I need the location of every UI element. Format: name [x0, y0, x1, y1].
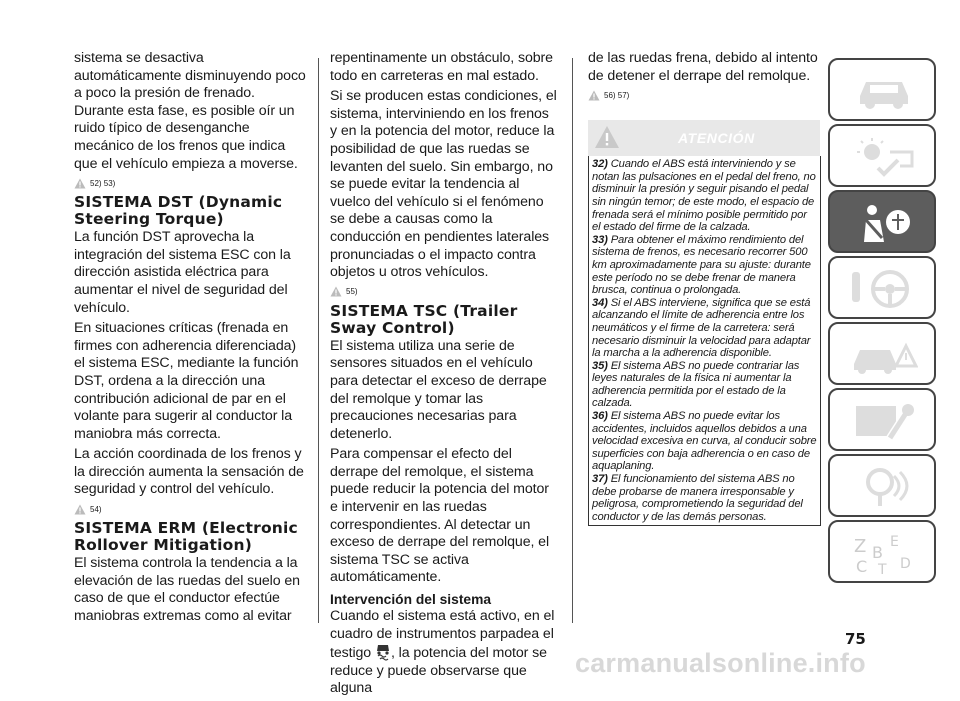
warning-triangle-icon — [330, 286, 342, 297]
attention-note — [592, 360, 818, 410]
warning-reference — [588, 88, 820, 102]
note-text: El funcionamiento del sistema ABS no debe probarse de manera irresponsable y peligrosa, comprometiendo la seguridad del conductor y de las demás personas. — [592, 473, 803, 523]
steering-wheel-icon — [850, 268, 918, 310]
column-3 — [588, 50, 820, 526]
attention-note — [592, 158, 818, 234]
nav-tab-emergency[interactable] — [828, 322, 936, 385]
note-text: El sistema ABS no puede evitar los accidentes, incluidos aquellos debidos a una velocidad excesiva en curva, al conducir sobre superficies con baja adherencia o en caso de aquaplaning. — [592, 410, 817, 473]
note-number: 36) — [592, 410, 608, 423]
index-letter: E — [890, 534, 899, 550]
nav-tab-car[interactable] — [828, 58, 936, 121]
warning-reference — [74, 176, 306, 190]
seatbelt-airbag-icon — [850, 202, 918, 244]
paragraph: sistema se desactiva automáticamente disminuyendo poco a poco la presión de frenado. Durante esta fase, es posible oír un ruido típico de desenganche mecánico de los frenos que indica que el vehículo empieza a moverse. — [74, 50, 306, 172]
note-number: 34) — [592, 296, 608, 309]
nav-tab-maintenance[interactable] — [828, 388, 936, 451]
car-icon — [850, 70, 918, 112]
reference-numbers: 52) 53) — [90, 178, 116, 188]
paragraph: Para compensar el efecto del derrape del remolque, el sistema puede reducir la potencia del motor e intervenir en las ruedas correspondientes. Al detectar un exceso de derrape del remolque, el sistema TSC se activa automáticamente. — [330, 446, 550, 586]
warning-triangle-icon — [74, 504, 86, 515]
paragraph-part: , la potencia del motor se reduce y puede observarse que alguna — [330, 645, 547, 697]
attention-note — [592, 410, 818, 473]
paragraph: La acción coordinada de los frenos y la dirección aumenta la sensación de seguridad y control del vehículo. — [74, 446, 304, 498]
paragraph: El sistema controla la tendencia a la elevación de las ruedas del suelo en caso de que el conductor efectúe maniobras extremas como al evitar — [74, 555, 300, 624]
paragraph: El sistema utiliza una serie de sensores situados en el vehículo para detectar el exceso de derrape del remolque y tomar las precauciones necesarias para detenerlo. — [330, 337, 547, 442]
note-text: El sistema ABS no puede contrariar las leyes naturales de la física ni aumentar la adherencia permitida por el estado de la calzada. — [592, 359, 800, 410]
column-2 — [330, 50, 558, 701]
warning-triangle-icon — [588, 90, 600, 101]
note-number: 32) — [592, 158, 608, 171]
paragraph-part: Cuando el sistema está activo, en el cuadro de instrumentos parpadea el testigo — [330, 608, 555, 662]
note-number: 37) — [592, 473, 608, 486]
index-letter: D — [900, 556, 911, 572]
attention-note — [592, 473, 818, 523]
attention-note — [592, 297, 818, 360]
section-heading-erm: SISTEMA ERM (Electronic Rollover Mitigation) — [74, 519, 298, 555]
page-number: 75 — [845, 630, 866, 648]
reference-numbers: 56) 57) — [604, 90, 630, 100]
attention-header — [588, 120, 820, 156]
column-divider — [572, 58, 573, 623]
warning-reference — [330, 285, 558, 299]
index-letter: B — [872, 543, 883, 562]
paragraph: La función DST aprovecha la integración del sistema ESC con la dirección asistida eléctrica para aumentar el nivel de seguridad del vehículo. — [74, 229, 291, 316]
index-letter: C — [856, 557, 868, 574]
service-wrench-icon — [850, 400, 918, 442]
paragraph: repentinamente un obstáculo, sobre todo en carreteras en mal estado. — [330, 50, 553, 84]
note-text: Cuando el ABS está interviniendo y se notan las pulsaciones en el pedal del freno, no disminuir la presión y seguir pisando el pedal sin ningún temor; de este modo, el espacio de frenada será el mínimo posible permitido por el estado del firme de la calzada. — [592, 158, 816, 234]
reference-numbers: 54) — [90, 504, 102, 514]
paragraph — [330, 608, 558, 698]
index-letter: Z — [854, 536, 867, 557]
paragraph: Si se producen estas condiciones, el sistema, interviniendo en los frenos y en la potencia del motor, reduce la posibilidad de que las ruedas se levanten del suelo. Sin embargo, no se puede evitar la tendencia al vuelco del vehículo si el fenómeno se debe a causas como la conducción en pendientes laterales pronunciadas o el impacto contra objetos u otros vehículos. — [330, 88, 557, 281]
column-divider — [318, 58, 319, 623]
column-1 — [74, 50, 306, 628]
paragraph: En situaciones críticas (frenada en firmes con adherencia diferenciada) el sistema ESC, mediante la función DST, ordena a la dirección una contribución adicional de par en el volante para sugerir al conductor la maniobra más correcta. — [74, 320, 299, 442]
warning-lights-icon — [850, 136, 918, 178]
reference-numbers: 55) — [346, 287, 358, 297]
skidding-car-warning-icon — [375, 643, 391, 661]
nav-tab-warning-lights[interactable] — [828, 124, 936, 187]
attention-note — [592, 234, 818, 297]
index-letter: T — [878, 562, 887, 574]
note-number: 33) — [592, 233, 608, 246]
nav-tab-multimedia[interactable] — [828, 454, 936, 517]
car-breakdown-icon — [850, 334, 918, 376]
index-letters-icon — [850, 532, 918, 574]
media-nav-icon — [850, 466, 918, 508]
watermark: carmanualsonline.info — [575, 648, 866, 678]
paragraph: de las ruedas frena, debido al intento de detener el derrape del remolque. — [588, 50, 818, 84]
nav-tab-driving[interactable] — [828, 256, 936, 319]
attention-title: ATENCIÓN — [678, 130, 755, 147]
section-heading-tsc: SISTEMA TSC (Trailer Sway Control) — [330, 301, 518, 337]
nav-tab-safety[interactable] — [828, 190, 936, 253]
subsection-heading: Intervención del sistema — [330, 592, 492, 608]
note-text: Para obtener el máximo rendimiento del sistema de frenos, es necesario recorrer 500 km aproximadamente para su ajuste: durante este período no se debe frenar de manera brusca, continua o prolongada. — [592, 233, 811, 297]
note-text: Si el ABS interviene, significa que se está alcanzando el límite de adherencia entre los neumáticos y el firme de la carretera: será necesario disminuir la velocidad para adaptar la marcha a la adherencia disponible. — [592, 296, 811, 360]
warning-triangle-icon — [74, 178, 86, 189]
warning-reference — [74, 502, 306, 516]
note-number: 35) — [592, 359, 608, 372]
nav-tab-index[interactable] — [828, 520, 936, 583]
warning-triangle-icon — [594, 125, 620, 149]
section-heading-dst: SISTEMA DST (Dynamic Steering Torque) — [74, 193, 283, 229]
attention-notes — [588, 156, 821, 526]
